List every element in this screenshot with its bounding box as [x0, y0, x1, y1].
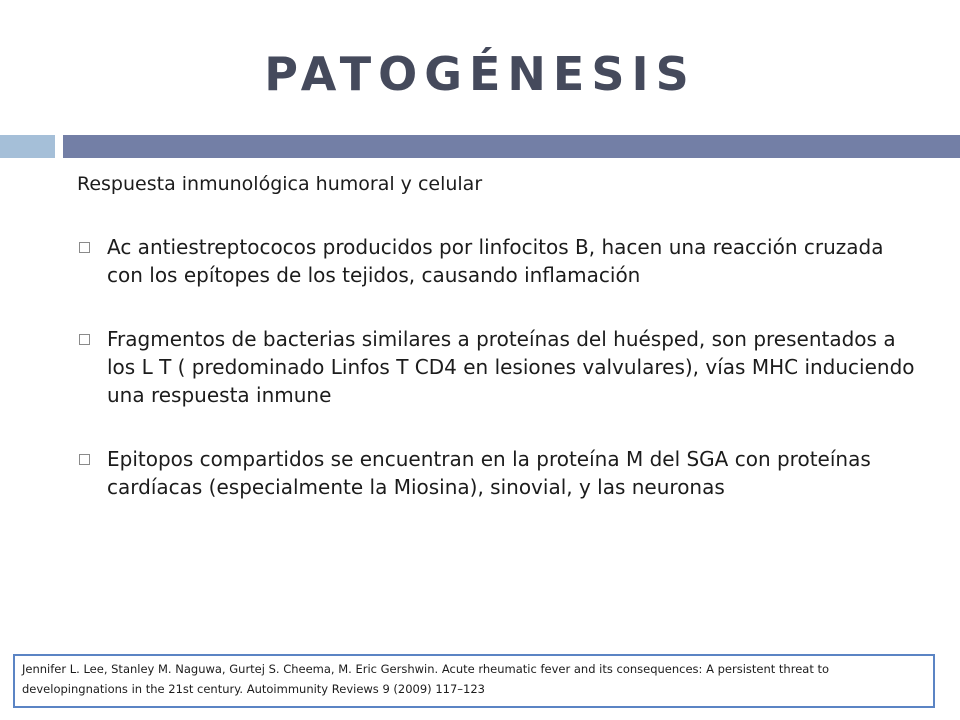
slide-subtitle: Respuesta inmunológica humoral y celular: [77, 173, 483, 195]
bullet-item: [77, 233, 917, 289]
slide-title: PATOGÉNESIS: [264, 47, 696, 101]
square-bullet-icon: [79, 454, 90, 465]
bullet-text: Fragmentos de bacterias similares a proteínas del huésped, son presentados a los L T ( predominado Linfos T CD4 en lesiones valvulares), vías MHC induciendo una respuesta inmune: [107, 327, 915, 407]
square-bullet-icon: [79, 334, 90, 345]
square-bullet-icon: [79, 242, 90, 253]
bullet-text: Ac antiestreptococos producidos por linfocitos B, hacen una reacción cruzada con los epítopes de los tejidos, causando inflamación: [107, 235, 884, 287]
slide-content: [77, 170, 917, 537]
bullet-item: [77, 445, 917, 501]
accent-bar-right: [63, 135, 960, 158]
reference-citation-box: Jennifer L. Lee, Stanley M. Naguwa, Gurtej S. Cheema, M. Eric Gershwin. Acute rheumatic fever and its consequences: A persistent threat to developingnations in the 21st century. Autoimmunity Reviews 9 (2009) 117–123: [13, 654, 935, 708]
bullet-text: Epitopos compartidos se encuentran en la proteína M del SGA con proteínas cardíacas (especialmente la Miosina), sinovial, y las neuronas: [107, 447, 871, 499]
bullet-item: [77, 325, 917, 409]
accent-bar-left: [0, 135, 55, 158]
